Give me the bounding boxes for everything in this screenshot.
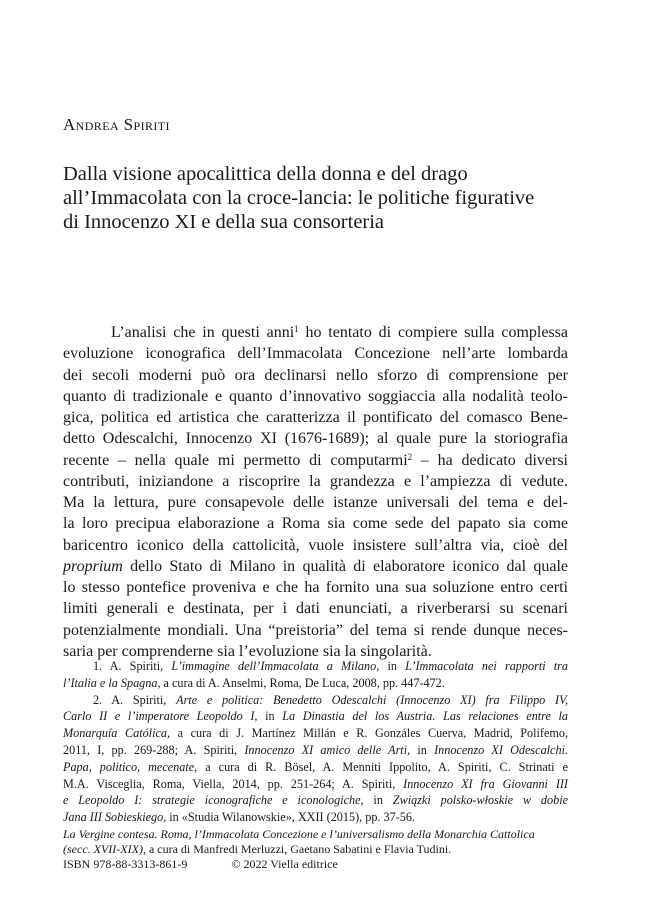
copyright: © 2022 Viella editrice — [231, 857, 338, 871]
footnote-text-italic: L’Immacolata nei rapporti tra — [405, 659, 568, 673]
body-line: detto Odescalchi, Innocenzo XI (1676-1689); al quale pure la storiografia — [63, 430, 568, 448]
footnote-text: , in — [376, 659, 406, 673]
body-line: gica, politica ed artistica che caratterizza il pontificato del comasco Bene- — [63, 409, 568, 426]
footnote-1-cont — [63, 675, 568, 692]
body-line: limiti generali e destinata, per i dati enunciati, a riverberarsi su scenari — [63, 600, 568, 618]
body-line: quanto di tradizionale e quanto d’innovativo soggiaccia alla nodalità teolo- — [63, 387, 568, 405]
body-line: potenzialmente mondiali. Una “preistoria” del tema si rende dunque neces- — [63, 621, 568, 639]
footnote-text-italic: L’immagine dell’Immacolata a Milano — [171, 659, 377, 673]
body-line: baricentro iconico della cattolicità, vuole insistere sull’altra via, cioè del — [63, 536, 568, 554]
footnote-text-italic: l’Italia e la Spagna — [63, 675, 158, 690]
footnote-text-italic: Jana III Sobieskiego — [63, 810, 164, 825]
footnote-ref-1: 1 — [294, 324, 299, 334]
article-title — [63, 162, 568, 234]
footnote-text-italic: Papa, politico, mecenate — [63, 759, 195, 774]
footnote-text-italic: Innocenzo XI Odescalchi. — [434, 742, 568, 757]
book-title: La Vergine contesa. Roma, l’Immacolata Concezione e l’universalismo della Monarchia Cattolica — [63, 827, 535, 841]
body-text: recente – nella quale mi permetto di computarmi — [63, 451, 408, 469]
footnote-text: 2. A. Spiriti, — [93, 692, 177, 707]
footnote-text-italic: Monarquía Católica — [63, 726, 167, 741]
footnote-text-italic: Innocenzo XI fra Giovanni III — [403, 776, 568, 791]
footnote-text-italic: Arte e politica: Benedetto Odescalchi (Innocenzo XI) fra Filippo IV, — [176, 692, 568, 707]
footnote-text: , in — [407, 742, 435, 757]
footnote-2-cont — [63, 759, 568, 776]
isbn-line — [63, 857, 568, 872]
body-line: evoluzione iconografica dell’Immacolata Concezione nell’arte lombarda — [63, 345, 568, 363]
footnote-text-italic: e Leopoldo I: strategie iconografiche e iconologiche — [63, 793, 361, 808]
footnote-text: , a cura di A. Anselmi, Roma, De Luca, 2008, pp. 447-472. — [157, 675, 445, 690]
footnote-text: , in — [254, 709, 283, 724]
footnote-1 — [63, 658, 568, 675]
footnote-text: , a cura di J. Martínez Millán e R. Gonzáles Cuerva, Madrid, Polifemo, — [166, 726, 569, 741]
footnotes — [63, 658, 568, 826]
author-name: Andrea Spiriti — [63, 115, 170, 134]
body-text: L’analisi che in questi anni — [111, 324, 295, 341]
body-line: saria per comprenderne sia l’evoluzione sia la singolarità. — [63, 642, 432, 660]
body-text: – ha dedicato diversi — [412, 451, 569, 469]
footnote-text-italic: Związki polsko-włoskie w dobie — [392, 793, 568, 808]
footnote-text: , in — [360, 793, 393, 808]
footnote-2-cont — [63, 742, 568, 759]
footnote-text-italic: Innocenzo XI amico delle Arti — [244, 742, 408, 757]
footnote-text: 1. A. Spiriti, — [93, 659, 172, 673]
isbn: ISBN 978-88-3313-861-9 — [63, 857, 188, 871]
book-editors-line — [63, 842, 568, 857]
footnote-2-cont — [63, 792, 568, 809]
footnote-text-italic: La Dinastia del los Austria. Las relaciones entre la — [282, 709, 568, 724]
footnote-ref-2: 2 — [407, 451, 413, 462]
footnote-2-cont — [63, 725, 568, 742]
body-line: dei secoli moderni può ora declinarsi nello sforzo di comprensione per — [63, 366, 568, 384]
footnote-text: 2011, I, pp. 269-288; A. Spiriti, — [63, 742, 245, 757]
body-text: ho tentato di compiere sulla complessa — [298, 324, 569, 341]
footnote-2-cont — [63, 708, 568, 725]
body-text-italic: proprium — [63, 557, 123, 575]
footnote-2 — [63, 692, 568, 709]
footnote-2-cont — [63, 809, 568, 826]
footnote-text: M.A. Visceglia, Roma, Viella, 2014, pp. 251-264; A. Spiriti, — [63, 776, 404, 791]
body-line: lo stesso pontefice proveniva e che ha fornito una sua soluzione entro certi — [63, 579, 568, 596]
book-period: (secc. XVII-XIX) — [63, 842, 143, 856]
body-line — [63, 322, 568, 343]
body-line: contributi, iniziandone a riscoprire la grandezza e l’ampiezza di vedute. — [63, 472, 568, 490]
body-paragraph — [63, 322, 568, 662]
footnote-text: , in «Studia Wilanowskie», XXII (2015), pp. 37-56. — [163, 810, 415, 825]
footnote-2-cont — [63, 776, 568, 793]
body-line — [63, 450, 568, 471]
title-line-2: all’Immacolata con la croce-lancia: le politiche figurative — [63, 187, 535, 209]
title-line-3: di Innocenzo XI e della sua consorteria — [63, 211, 385, 233]
body-text: dello Stato di Milano in qualità di elaboratore iconico dal quale — [122, 557, 568, 575]
body-line — [63, 556, 568, 577]
body-line: Ma la lettura, pure consapevole delle istanze universali del tema e del- — [63, 494, 568, 511]
body-line: la loro precipua elaborazione a Roma sia come sede del papato sia come — [63, 515, 568, 533]
footnote-text-italic: Carlo II e l’imperatore Leopoldo I — [63, 709, 255, 724]
colophon — [63, 827, 568, 872]
book-editors: , a cura di Manfredi Merluzzi, Gaetano Sabatini e Flavia Tudini. — [142, 842, 452, 856]
footnote-text: , a cura di R. Bösel, A. Menniti Ippolito, A. Spiriti, C. Strinati e — [194, 759, 568, 774]
title-line-1: Dalla visione apocalittica della donna e del drago — [63, 163, 468, 185]
